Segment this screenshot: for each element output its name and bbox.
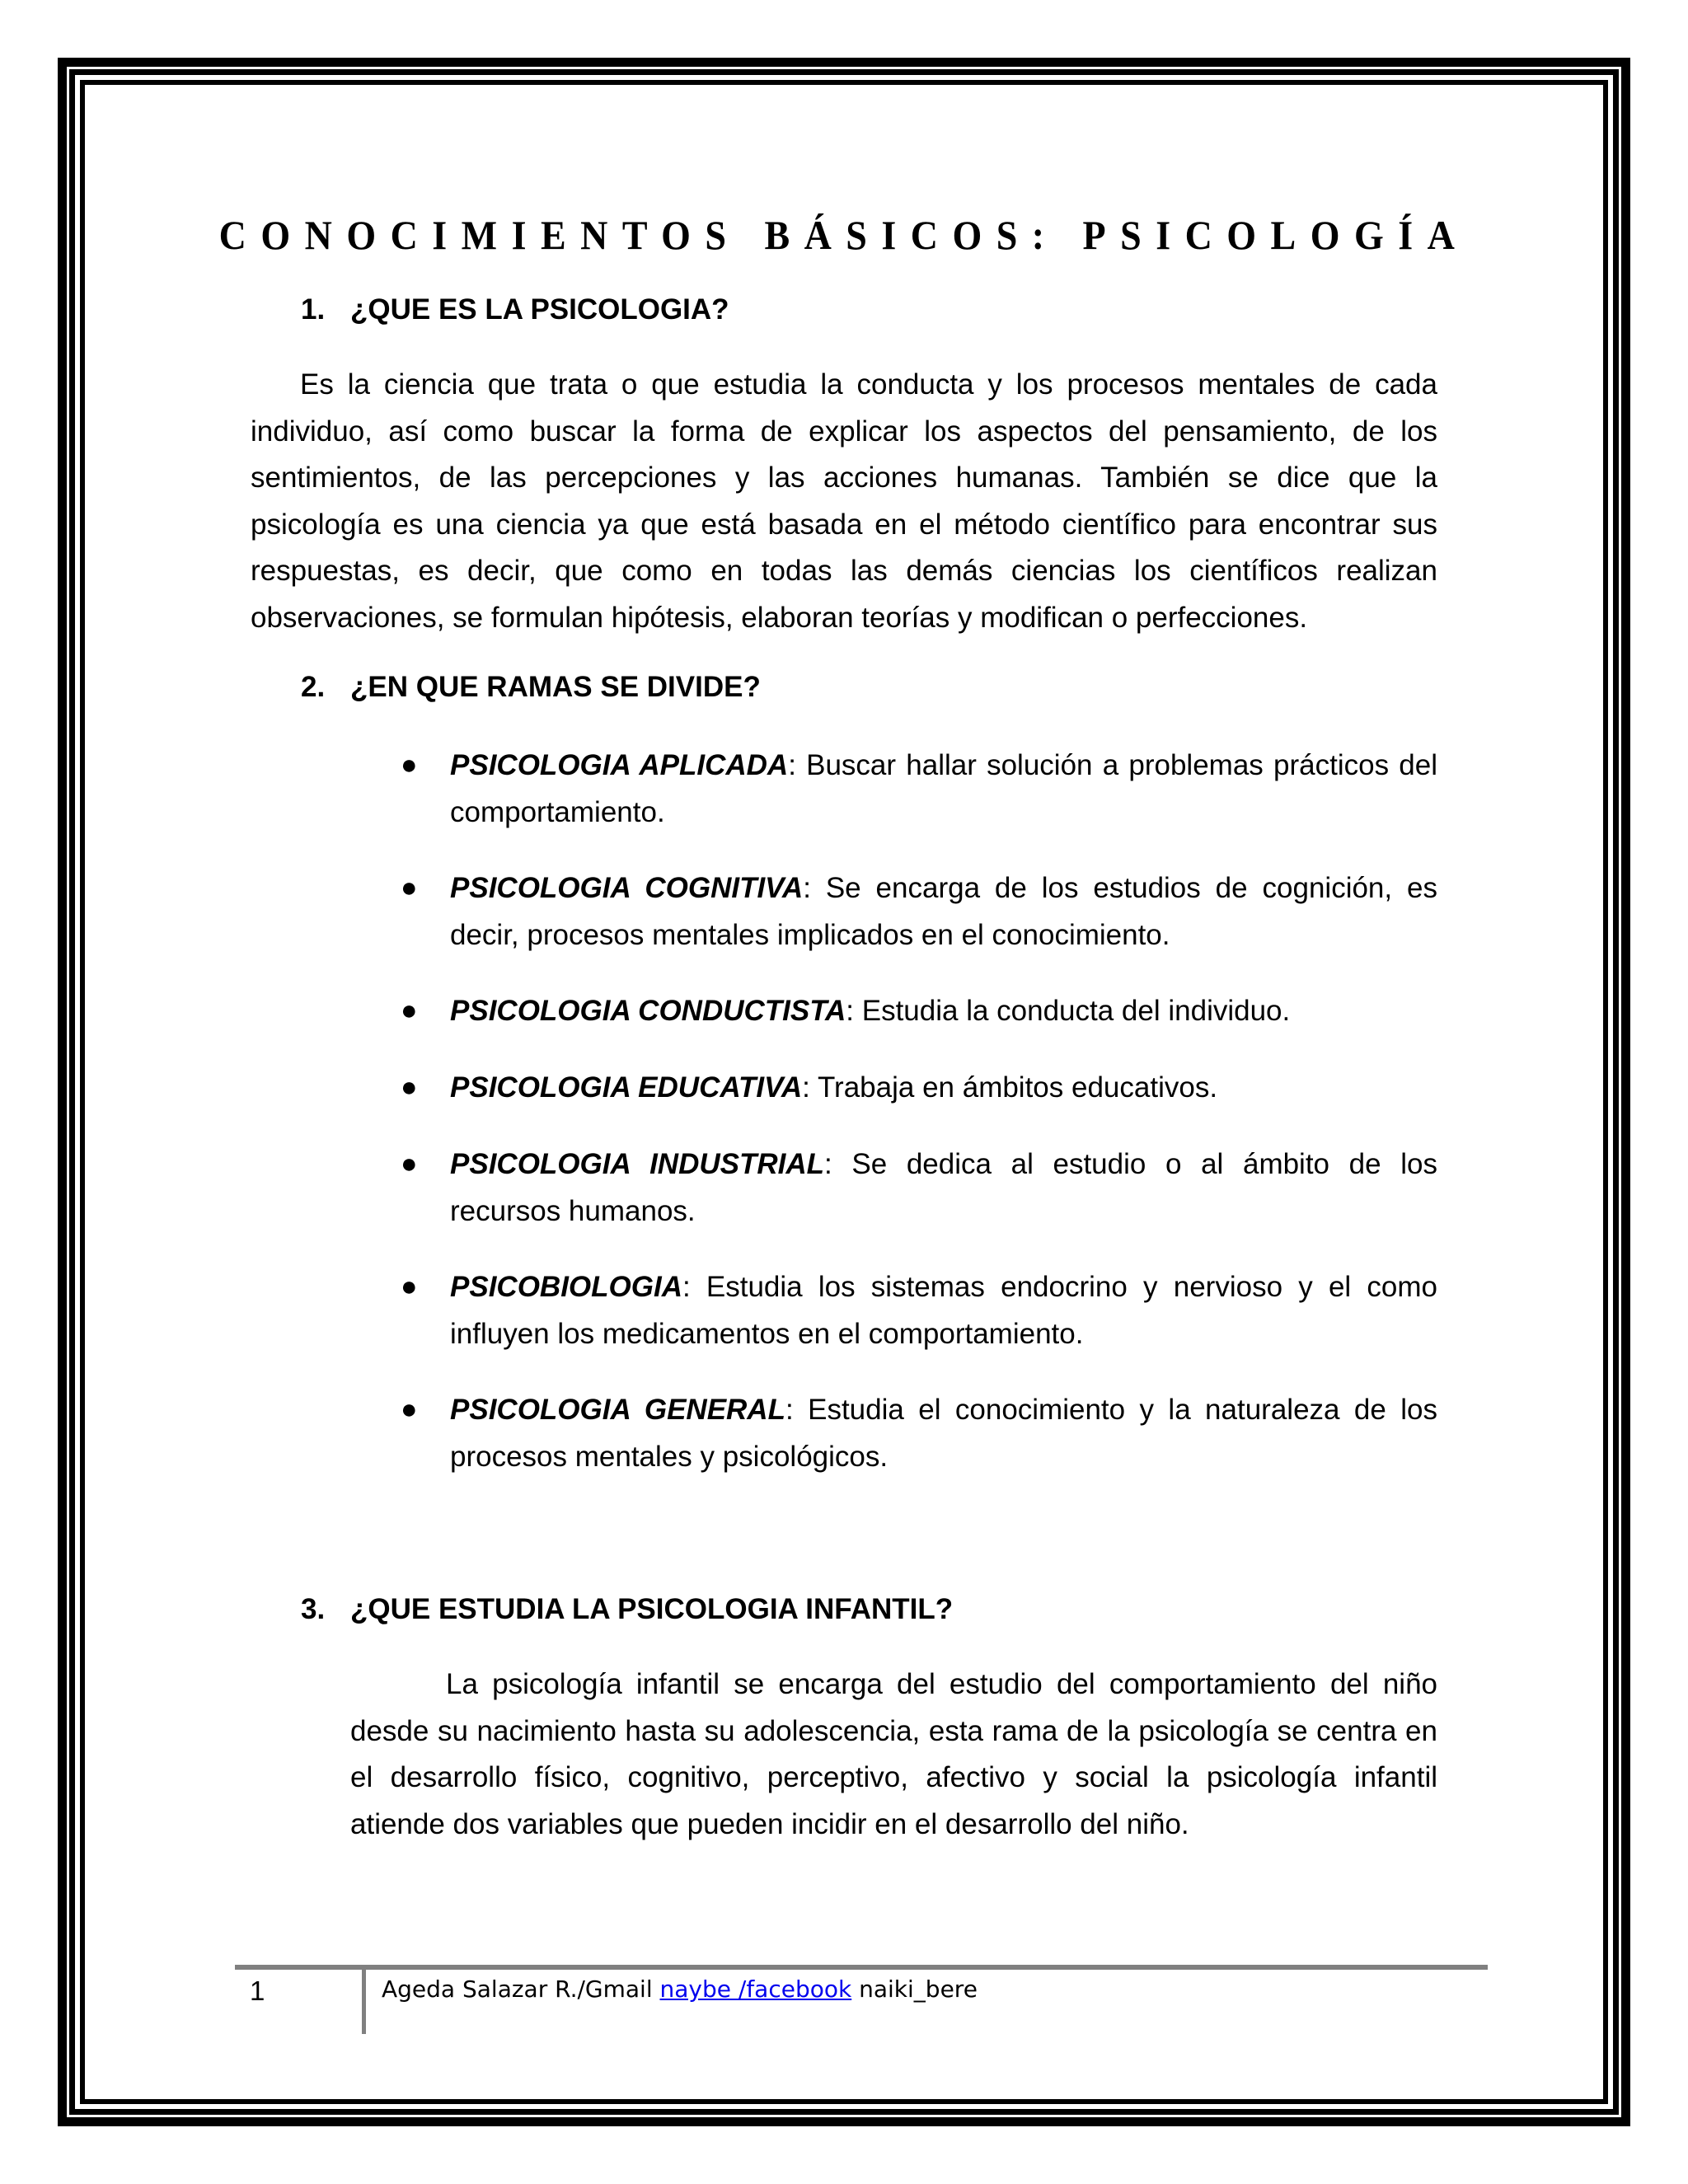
bullet-icon: ● (401, 995, 418, 1026)
section-2-number: 2. (301, 671, 326, 703)
section-2-heading (301, 671, 761, 704)
list-item (401, 865, 1437, 958)
section-1-number: 1. (301, 293, 326, 326)
section-3-title: ¿QUE ESTUDIA LA PSICOLOGIA INFANTIL? (350, 1593, 954, 1625)
list-item (401, 1263, 1437, 1357)
bullet-icon: ● (401, 749, 418, 780)
branch-description: : Estudia el conocimiento y la naturaleza de los procesos mentales y psicológicos. (450, 1394, 1437, 1473)
footer-credit (382, 1975, 978, 2003)
section-3-number: 3. (301, 1593, 326, 1625)
bullet-icon: ● (401, 872, 418, 903)
section-1-title: ¿QUE ES LA PSICOLOGIA? (350, 293, 729, 326)
branch-term: PSICOLOGIA INDUSTRIAL (450, 1148, 825, 1180)
bullet-icon: ● (401, 1148, 418, 1179)
branch-term: PSICOLOGIA CONDUCTISTA (450, 995, 846, 1027)
branch-term: PSICOLOGIA COGNITIVA (450, 872, 804, 904)
footer-rule (235, 1965, 1488, 1970)
bullet-icon: ● (401, 1271, 418, 1302)
section-1-heading (301, 293, 729, 326)
branch-description: : Estudia la conducta del individuo. (846, 995, 1291, 1027)
bullet-icon: ● (401, 1071, 418, 1103)
branch-description: : Buscar hallar solución a problemas prácticos del comportamiento. (450, 749, 1437, 828)
branch-description: : Se dedica al estudio o al ámbito de los recursos humanos. (450, 1148, 1437, 1227)
branches-list (401, 742, 1437, 1480)
list-item (401, 742, 1437, 836)
list-item (401, 987, 1437, 1034)
bullet-icon: ● (401, 1394, 418, 1425)
footer-handle: naiki_bere (851, 1975, 978, 2003)
branch-description: : Estudia los sistemas endocrino y nervioso y el como influyen los medicamentos en el comportamiento. (450, 1271, 1437, 1350)
footer-contact-link[interactable]: naybe /facebook (659, 1975, 852, 2003)
section-1-body: Es la ciencia que trata o que estudia la conducta y los procesos mentales de cada individuo, así como buscar la forma de explicar los aspectos del pensamiento, de los sentimientos, de las percepciones y las acciones humanas. También se dice que la psicología es una ciencia ya que está basada en el método científico para encontrar sus respuestas, es decir, que como en todas las demás ciencias los científicos realizan observaciones, se formulan hipótesis, elaboran teorías y modifican o perfecciones. (251, 368, 1437, 634)
list-item (401, 1141, 1437, 1235)
branch-term: PSICOLOGIA GENERAL (450, 1394, 785, 1426)
branch-description: : Trabaja en ámbitos educativos. (802, 1071, 1218, 1104)
section-3-heading (301, 1593, 953, 1626)
footer-separator (362, 1970, 366, 2034)
document-title: CONOCIMIENTOS BÁSICOS: PSICOLOGÍA (218, 212, 1470, 258)
page-number: 1 (250, 1975, 265, 2006)
list-item (401, 1064, 1437, 1111)
section-3-body: La psicología infantil se encarga del estudio del comportamiento del niño desde su nacimiento hasta su adolescencia, esta rama de la psicología se centra en el desarrollo físico, cognitivo, perceptivo, afectivo y social la psicología infantil atiende dos variables que pueden incidir en el desarrollo del niño. (350, 1668, 1437, 1840)
footer-author: Ageda Salazar R./Gmail (382, 1975, 660, 2003)
section-2-title: ¿EN QUE RAMAS SE DIVIDE? (350, 671, 761, 703)
branch-term: PSICOLOGIA EDUCATIVA (450, 1071, 803, 1104)
section-1-paragraph (251, 362, 1437, 641)
branch-description: : Se encarga de los estudios de cognición, es decir, procesos mentales implicados en el conocimiento. (450, 872, 1437, 951)
branch-term: PSICOLOGIA APLICADA (450, 749, 789, 781)
section-3-paragraph (350, 1661, 1437, 1848)
list-item (401, 1386, 1437, 1480)
branch-term: PSICOBIOLOGIA (450, 1271, 682, 1303)
